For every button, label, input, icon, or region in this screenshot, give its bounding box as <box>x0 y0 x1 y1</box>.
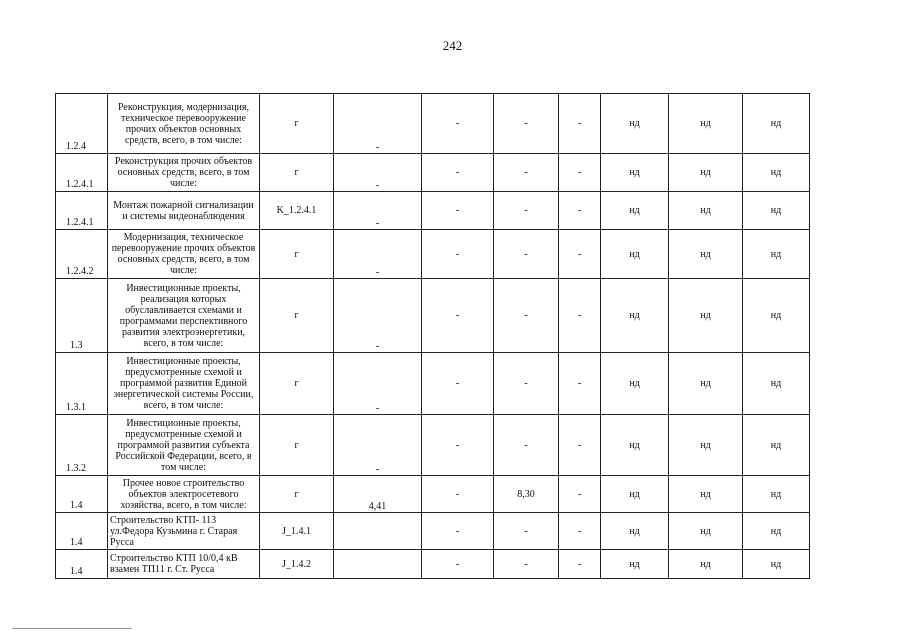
row-cell: - <box>559 513 601 550</box>
row-cell: - <box>559 476 601 513</box>
row-cell: нд <box>601 415 669 476</box>
row-cell: - <box>559 154 601 192</box>
row-unit: г <box>260 353 334 415</box>
row-name: Строительство КТП 10/0,4 кВ взамен ТП11 г. Ст. Русса <box>108 550 260 579</box>
row-code: 1.2.4.2 <box>56 230 108 279</box>
row-cell: нд <box>743 415 810 476</box>
row-cell: - <box>494 279 559 353</box>
row-cell: нд <box>669 279 743 353</box>
row-cell: - <box>559 353 601 415</box>
row-cell: нд <box>669 353 743 415</box>
row-cell: нд <box>743 279 810 353</box>
row-cell: нд <box>669 476 743 513</box>
row-cell: нд <box>601 476 669 513</box>
row-cell: - <box>494 513 559 550</box>
row-cell: нд <box>669 94 743 154</box>
row-cell: нд <box>601 550 669 579</box>
row-cell: нд <box>669 550 743 579</box>
row-cell: - <box>494 230 559 279</box>
row-value <box>334 550 422 579</box>
row-cell: - <box>422 230 494 279</box>
table-row <box>56 230 810 279</box>
row-unit: J_1.4.2 <box>260 550 334 579</box>
row-value: - <box>334 230 422 279</box>
table-row <box>56 353 810 415</box>
row-cell: - <box>422 476 494 513</box>
row-cell: - <box>559 415 601 476</box>
row-code: 1.4 <box>56 476 108 513</box>
row-name: Прочее новое строительство объектов электросетевого хозяйства, всего, в том числе: <box>108 476 260 513</box>
row-cell: - <box>494 154 559 192</box>
row-cell: нд <box>601 513 669 550</box>
table-row <box>56 154 810 192</box>
row-name: Инвестиционные проекты, реализация которых обуславливается схемами и программами перспективного развития электроэнергетики, всего, в том числе: <box>108 279 260 353</box>
row-cell: - <box>422 513 494 550</box>
row-cell: нд <box>669 513 743 550</box>
row-code: 1.4 <box>56 513 108 550</box>
row-value <box>334 513 422 550</box>
row-code: 1.2.4.1 <box>56 154 108 192</box>
row-cell: нд <box>743 476 810 513</box>
row-unit: г <box>260 154 334 192</box>
row-cell: - <box>422 353 494 415</box>
row-cell: - <box>559 94 601 154</box>
table-row <box>56 94 810 154</box>
table-row <box>56 415 810 476</box>
row-name: Инвестиционные проекты, предусмотренные схемой и программой развития Единой энергетической системы России, всего, в том числе: <box>108 353 260 415</box>
row-cell: - <box>494 353 559 415</box>
row-cell: - <box>559 192 601 230</box>
row-cell: - <box>494 550 559 579</box>
row-code: 1.2.4 <box>56 94 108 154</box>
row-unit: K_1.2.4.1 <box>260 192 334 230</box>
investment-table <box>55 93 810 579</box>
row-code: 1.2.4.1 <box>56 192 108 230</box>
row-code: 1.3.1 <box>56 353 108 415</box>
row-cell: нд <box>669 192 743 230</box>
row-cell: нд <box>601 230 669 279</box>
row-cell: нд <box>669 154 743 192</box>
row-cell: нд <box>743 192 810 230</box>
row-value: - <box>334 279 422 353</box>
row-cell: - <box>494 415 559 476</box>
row-cell: - <box>422 415 494 476</box>
row-cell: нд <box>669 230 743 279</box>
row-value: - <box>334 192 422 230</box>
row-name: Реконструкция прочих объектов основных средств, всего, в том числе: <box>108 154 260 192</box>
row-cell: - <box>422 279 494 353</box>
table-row <box>56 192 810 230</box>
row-unit: г <box>260 415 334 476</box>
row-cell: - <box>494 94 559 154</box>
table-row <box>56 476 810 513</box>
row-unit: г <box>260 476 334 513</box>
table-row <box>56 279 810 353</box>
row-cell: нд <box>743 154 810 192</box>
row-cell: - <box>422 94 494 154</box>
row-unit: г <box>260 230 334 279</box>
row-name: Монтаж пожарной сигнализации и системы видеонаблюдения <box>108 192 260 230</box>
table-row <box>56 550 810 579</box>
row-cell: нд <box>743 94 810 154</box>
row-cell: нд <box>601 192 669 230</box>
row-cell: - <box>559 279 601 353</box>
table-row <box>56 513 810 550</box>
row-cell: нд <box>743 513 810 550</box>
row-cell: нд <box>601 353 669 415</box>
footnote-separator <box>12 628 132 629</box>
row-code: 1.3.2 <box>56 415 108 476</box>
row-cell: - <box>422 550 494 579</box>
row-value: - <box>334 415 422 476</box>
row-value: 4,41 <box>334 476 422 513</box>
row-unit: г <box>260 94 334 154</box>
row-cell: нд <box>601 279 669 353</box>
page-number: 242 <box>442 38 463 53</box>
row-cell: - <box>494 192 559 230</box>
row-code: 1.3 <box>56 279 108 353</box>
row-value: - <box>334 94 422 154</box>
row-name: Инвестиционные проекты, предусмотренные схемой и программой развития субъекта Российской Федерации, всего, в том числе: <box>108 415 260 476</box>
row-name: Модернизация, техническое перевооружение прочих объектов основных средств, всего, в том числе: <box>108 230 260 279</box>
row-value: - <box>334 154 422 192</box>
row-cell: нд <box>601 94 669 154</box>
row-code: 1.4 <box>56 550 108 579</box>
row-unit: г <box>260 279 334 353</box>
row-name: Строительство КТП- 113 ул.Федора Кузьмина г. Старая Русса <box>108 513 260 550</box>
row-value: - <box>334 353 422 415</box>
row-cell: нд <box>669 415 743 476</box>
row-cell: 8,30 <box>494 476 559 513</box>
row-cell: нд <box>743 230 810 279</box>
row-cell: - <box>422 154 494 192</box>
row-cell: нд <box>601 154 669 192</box>
row-name: Реконструкция, модернизация, техническое перевооружение прочих объектов основных средств, всего, в том числе: <box>108 94 260 154</box>
row-cell: нд <box>743 353 810 415</box>
row-unit: J_1.4.1 <box>260 513 334 550</box>
row-cell: нд <box>743 550 810 579</box>
row-cell: - <box>559 230 601 279</box>
row-cell: - <box>559 550 601 579</box>
row-cell: - <box>422 192 494 230</box>
